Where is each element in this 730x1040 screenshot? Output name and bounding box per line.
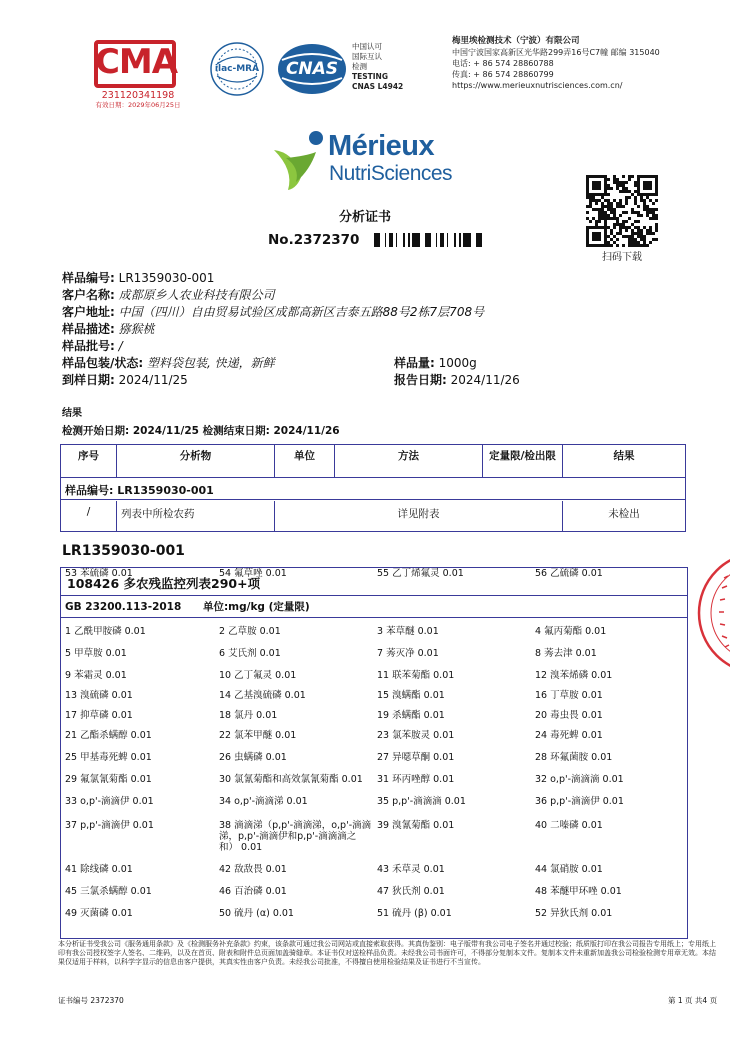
pesticide-item: 18 氯丹 0.01 [219,710,278,721]
pesticide-item: 53 苯硫磷 0.01 [65,568,133,579]
sample-code-value: LR1359030-001 [118,271,215,285]
pesticide-item: 10 乙丁氟灵 0.01 [219,670,297,681]
footer-cert-number: 证书编号 2372370 [58,996,124,1005]
pesticide-item: 7 莠灭净 0.01 [377,648,439,659]
sample-package-row [62,355,275,371]
company-fax: 传真: + 86 574 28860799 [452,70,554,79]
sample-package-value: 塑料袋包装, 快递，新鲜 [147,356,275,370]
cell-index: / [61,501,117,531]
sample-description-value: 猕猴桃 [118,322,155,336]
cnas-caption-line: TESTING [352,72,388,81]
pesticide-item: 26 虫螨磷 0.01 [219,752,287,763]
pesticide-item: 13 溴硫磷 0.01 [65,690,133,701]
cell-result: 未检出 [608,508,640,520]
pesticide-item: 51 硫丹 (β) 0.01 [377,908,452,919]
sample-quantity-label: 样品量: [394,356,435,370]
summary-sample-row: 样品编号: LR1359030-001 [61,478,685,500]
company-name: 梅里埃检测技术（宁波）有限公司 [452,36,580,46]
ilac-label: ilac-MRA [214,64,260,74]
client-address-row [62,304,484,320]
pesticide-item: 4 氟丙菊酯 0.01 [535,626,607,637]
cnas-caption-line: 国际互认 [352,52,382,61]
arrival-date-value: 2024/11/25 [118,373,188,387]
pesticide-item: 3 苯草醚 0.01 [377,626,439,637]
pesticide-list-standard-row [61,596,687,618]
report-date-label: 报告日期: [394,373,447,387]
pesticide-item: 5 甲草胺 0.01 [65,648,127,659]
pesticide-item: 41 除线磷 0.01 [65,864,133,875]
pesticide-item: 24 毒死蜱 0.01 [535,730,603,741]
report-date-row [394,372,520,388]
pesticide-item: 38 滴滴涕（p,p'-滴滴涕，o,p'-滴滴涕，p,p'-滴滴伊和p,p'-滴滴滴之和） 0.01 [219,820,372,853]
cnas-caption-line: 检测 [352,62,367,71]
merieux-leaf-icon [272,130,328,192]
pesticide-item: 1 乙酰甲胺磷 0.01 [65,626,146,637]
client-name-label: 客户名称: [62,288,115,302]
sample-batch-row [62,338,123,354]
nutrisciences-wordmark: NutriSciences [329,162,453,185]
client-address-value: 中国（四川）自由贸易试验区成都高新区吉泰五路88号2栋7层708号 [118,305,485,319]
cnas-logo [276,42,348,96]
pesticide-item: 46 百治磷 0.01 [219,886,287,897]
col-header-analyte: 分析物 [117,445,275,478]
summary-table-header [61,445,685,478]
pesticide-item: 25 甲基毒死蜱 0.01 [65,752,152,763]
pesticide-item: 22 氯苯甲醚 0.01 [219,730,297,741]
client-name-value: 成都原乡人农业科技有限公司 [118,288,275,302]
pesticide-item: 17 抑草磷 0.01 [65,710,133,721]
pesticide-item: 29 氟氯氰菊酯 0.01 [65,774,152,785]
pesticide-item: 50 硫丹 (α) 0.01 [219,908,294,919]
sample-description-row [62,321,155,337]
pesticide-item: 42 敌敌畏 0.01 [219,864,287,875]
col-header-result: 结果 [613,450,635,462]
cnas-caption-line: 中国认可 [352,42,382,51]
sample-description-label: 样品描述: [62,322,115,336]
certificate-title: 分析证书 [338,210,391,225]
pesticide-item: 43 禾草灵 0.01 [377,864,445,875]
footer-page-number: 第 1 页 共4 页 [668,996,718,1005]
pesticide-item: 54 氟草唑 0.01 [219,568,287,579]
pesticide-item: 39 溴氰菊酯 0.01 [377,820,455,831]
col-header-index: 序号 [61,445,117,478]
sample-package-label: 样品包装/状态: [62,356,144,370]
company-address: 中国宁波国家高新区光华路299弄16号C7幢 邮编 315040 [452,48,660,57]
pesticide-item: 28 环氟菌胺 0.01 [535,752,613,763]
pesticide-item: 44 氯硝胺 0.01 [535,864,603,875]
pesticide-item: 48 苯醚甲环唑 0.01 [535,886,622,897]
pesticide-item: 14 乙基溴硫磷 0.01 [219,690,306,701]
cma-label: CMA [94,42,178,82]
client-name-row [62,287,275,303]
company-seal-stamp [694,548,730,678]
sample-batch-value: / [118,339,123,353]
cma-valid-date: 有效日期：2029年06月25日 [95,101,181,109]
cma-number: 231120341198 [101,90,175,101]
merieux-wordmark: Mérieux [328,130,435,162]
list-sample-code: LR1359030-001 [62,543,185,559]
col-header-limit: 定量限/检出限 [483,445,563,478]
qr-download-label: 扫码下载 [602,252,642,263]
merieux-logo [272,130,462,192]
pesticide-item: 52 异狄氏剂 0.01 [535,908,613,919]
pesticide-item: 16 丁草胺 0.01 [535,690,603,701]
company-website: https://www.merieuxnutrisciences.com.cn/ [452,81,623,90]
pesticide-item: 49 灭菌磷 0.01 [65,908,133,919]
pesticide-list [60,567,688,939]
pesticide-item: 47 狄氏剂 0.01 [377,886,445,897]
pesticide-item: 6 艾氏剂 0.01 [219,648,281,659]
pesticide-item: 23 氯苯胺灵 0.01 [377,730,455,741]
cnas-caption [352,42,432,92]
sample-code-row [62,270,214,286]
pesticide-item: 27 异噁草酮 0.01 [377,752,455,763]
pesticide-item: 34 o,p'-滴滴涕 0.01 [219,796,308,807]
pesticide-list-title: 108426 多农残监控列表290+项 [61,568,687,596]
sample-quantity-row [394,355,477,371]
arrival-date-row [62,372,188,388]
pesticide-item: 21 乙酯杀螨醇 0.01 [65,730,152,741]
client-address-label: 客户地址: [62,305,115,319]
col-header-method: 方法 [335,445,483,478]
sample-quantity-value: 1000g [438,356,477,370]
pesticide-item: 33 o,p'-滴滴伊 0.01 [65,796,154,807]
footnote: 本分析证书受我公司《服务通用条款》及《检测服务补充条款》约束，该条款可通过我公司网站或直接索取获得。其真伪鉴别：电子版带有我公司电子签名并通过校验；纸质版打印在我公司报告专用纸上；专用纸上印有我公司授权签字人签名、二维码，以及在首页、附表和附件总页面加盖骑缝章。本证书仅对送检样品负责。未经我公司书面许可，不得部分复制本文件。复制本文件未重新加盖我公司检验检测专用章无效。本结果仅适用于样料，以科学字显示的信息由客户提供，其真实性由客户负责。未经我公司批准，不得擅自使用检验结果及证书进行不当宣传。 [58,940,716,966]
pesticide-item: 30 氯氰菊酯和高效氯氰菊酯 0.01 [219,774,363,785]
pesticide-item: 35 p,p'-滴滴滴 0.01 [377,796,466,807]
pesticide-item: 37 p,p'-滴滴伊 0.01 [65,820,154,831]
pesticide-item: 19 杀螨酯 0.01 [377,710,445,721]
sample-batch-label: 样品批号: [62,339,115,353]
pesticide-item: 32 o,p'-滴滴滴 0.01 [535,774,624,785]
arrival-date-label: 到样日期: [62,373,115,387]
cma-logo [92,38,184,110]
standard-code: GB 23200.113-2018 [65,601,182,613]
cnas-label: CNAS [285,59,339,79]
cell-method: 详见附表 [275,501,563,531]
pesticide-item: 56 乙硫磷 0.01 [535,568,603,579]
pesticide-item: 20 毒虫畏 0.01 [535,710,603,721]
report-date-value: 2024/11/26 [450,373,520,387]
pesticide-item: 11 联苯菊酯 0.01 [377,670,455,681]
certificate-number: No.2372370 [268,232,360,248]
pesticide-item: 2 乙草胺 0.01 [219,626,281,637]
sample-code-label: 样品编号: [62,271,115,285]
company-phone: 电话: + 86 574 28860788 [452,59,554,68]
cnas-caption-line: CNAS L4942 [352,82,404,91]
summary-table [60,444,686,532]
table-row [61,501,685,531]
pesticide-item: 55 乙丁烯氟灵 0.01 [377,568,464,579]
pesticide-item: 15 溴螨酯 0.01 [377,690,445,701]
pesticide-item: 9 苯霜灵 0.01 [65,670,127,681]
pesticide-item: 8 莠去津 0.01 [535,648,597,659]
col-header-unit: 单位 [275,445,335,478]
test-dates: 检测开始日期: 2024/11/25 检测结束日期: 2024/11/26 [62,425,340,437]
company-address-block [452,36,722,91]
cell-analyte: 列表中所检农药 [117,501,275,531]
ilac-mra-logo [208,40,266,98]
pesticide-item: 12 溴苯烯磷 0.01 [535,670,613,681]
pesticide-item: 40 二嗪磷 0.01 [535,820,603,831]
pesticide-item: 31 环丙唑醇 0.01 [377,774,455,785]
barcode [374,233,482,247]
pesticide-item: 45 三氯杀螨醇 0.01 [65,886,152,897]
pesticide-item: 36 p,p'-滴滴伊 0.01 [535,796,624,807]
results-heading: 结果 [62,408,82,419]
unit-label: 单位:mg/kg (定量限) [202,601,310,613]
